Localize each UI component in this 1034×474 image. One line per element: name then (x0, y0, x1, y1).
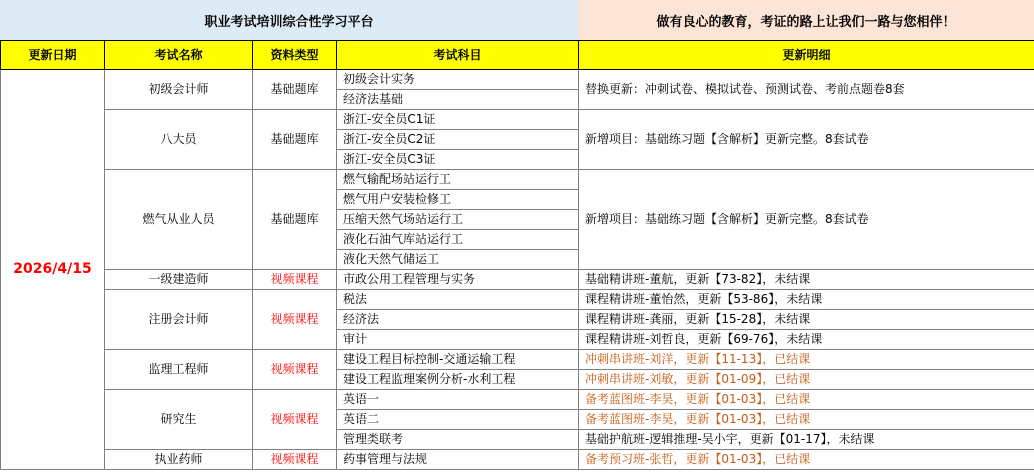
update-detail: 备考预习班-张哲，更新【01-03】，已结课 (579, 450, 1034, 470)
update-date: 2026/4/15 (1, 70, 105, 470)
exam-subject: 税法 (337, 290, 579, 310)
exam-subject: 药事管理与法规 (337, 450, 579, 470)
exam-subject: 压缩天然气场站运行工 (337, 210, 579, 230)
exam-name: 初级会计师 (105, 70, 253, 110)
table-row (1, 110, 1034, 130)
exam-name: 执业药师 (105, 450, 253, 470)
table-row (1, 70, 1034, 90)
exam-subject: 经济法基础 (337, 90, 579, 110)
update-detail: 冲刺串讲班-刘洋，更新【11-13】，已结课 (579, 350, 1034, 370)
exam-name: 八大员 (105, 110, 253, 170)
exam-subject: 浙江-安全员C2证 (337, 130, 579, 150)
exam-subject: 建设工程目标控制-交通运输工程 (337, 350, 579, 370)
exam-name: 一级建造师 (105, 270, 253, 290)
material-type: 基础题库 (253, 110, 337, 170)
exam-subject: 建设工程监理案例分析-水利工程 (337, 370, 579, 390)
material-type: 视频课程 (253, 450, 337, 470)
update-detail: 备考蓝图班-李昊，更新【01-03】，已结课 (579, 390, 1034, 410)
slogan: 做有良心的教育，考证的路上让我们一路与您相伴！ (578, 0, 1034, 40)
exam-subject: 市政公用工程管理与实务 (337, 270, 579, 290)
exam-subject: 浙江-安全员C3证 (337, 150, 579, 170)
exam-name: 燃气从业人员 (105, 170, 253, 270)
col-header-detail: 更新明细 (579, 41, 1034, 70)
table-row (1, 270, 1034, 290)
exam-name: 注册会计师 (105, 290, 253, 350)
update-detail: 课程精讲班-董怡然，更新【53-86】，未结课 (579, 290, 1034, 310)
exam-subject: 管理类联考 (337, 430, 579, 450)
update-detail: 新增项目：基础练习题【含解析】更新完整。8套试卷 (579, 170, 1034, 270)
exam-subject: 燃气用户安装检修工 (337, 190, 579, 210)
update-detail: 新增项目：基础练习题【含解析】更新完整。8套试卷 (579, 110, 1034, 170)
exam-name: 研究生 (105, 390, 253, 450)
exam-subject: 液化天然气储运工 (337, 250, 579, 270)
platform-title: 职业考试培训综合性学习平台 (0, 0, 578, 40)
col-header-type: 资料类型 (253, 41, 337, 70)
table-row (1, 450, 1034, 470)
material-type: 基础题库 (253, 70, 337, 110)
exam-subject: 英语二 (337, 410, 579, 430)
material-type: 基础题库 (253, 170, 337, 270)
update-detail: 课程精讲班-刘哲良，更新【69-76】，未结课 (579, 330, 1034, 350)
col-header-exam: 考试名称 (105, 41, 253, 70)
table-row (1, 290, 1034, 310)
col-header-date: 更新日期 (1, 41, 105, 70)
col-header-subject: 考试科目 (337, 41, 579, 70)
update-detail: 课程精讲班-龚丽，更新【15-28】，未结课 (579, 310, 1034, 330)
update-detail: 备考蓝图班-李昊，更新【01-03】，已结课 (579, 410, 1034, 430)
update-detail: 基础精讲班-董航，更新【73-82】，未结课 (579, 270, 1034, 290)
table-header-row (1, 41, 1034, 70)
table-row (1, 350, 1034, 370)
exam-name: 监理工程师 (105, 350, 253, 390)
material-type: 视频课程 (253, 390, 337, 450)
material-type: 视频课程 (253, 270, 337, 290)
exam-subject: 经济法 (337, 310, 579, 330)
table-row (1, 390, 1034, 410)
update-table (0, 40, 1034, 470)
material-type: 视频课程 (253, 290, 337, 350)
exam-subject: 审计 (337, 330, 579, 350)
exam-subject: 燃气输配场站运行工 (337, 170, 579, 190)
exam-subject: 英语一 (337, 390, 579, 410)
exam-subject: 液化石油气库站运行工 (337, 230, 579, 250)
update-detail: 替换更新：冲刺试卷、模拟试卷、预测试卷、考前点题卷8套 (579, 70, 1034, 110)
exam-subject: 浙江-安全员C1证 (337, 110, 579, 130)
material-type: 视频课程 (253, 350, 337, 390)
table-row (1, 170, 1034, 190)
exam-subject: 初级会计实务 (337, 70, 579, 90)
update-detail: 基础护航班-逻辑推理-吴小宇，更新【01-17】，未结课 (579, 430, 1034, 450)
page-banner (0, 0, 1034, 40)
update-detail: 冲刺串讲班-刘敏，更新【01-09】，已结课 (579, 370, 1034, 390)
